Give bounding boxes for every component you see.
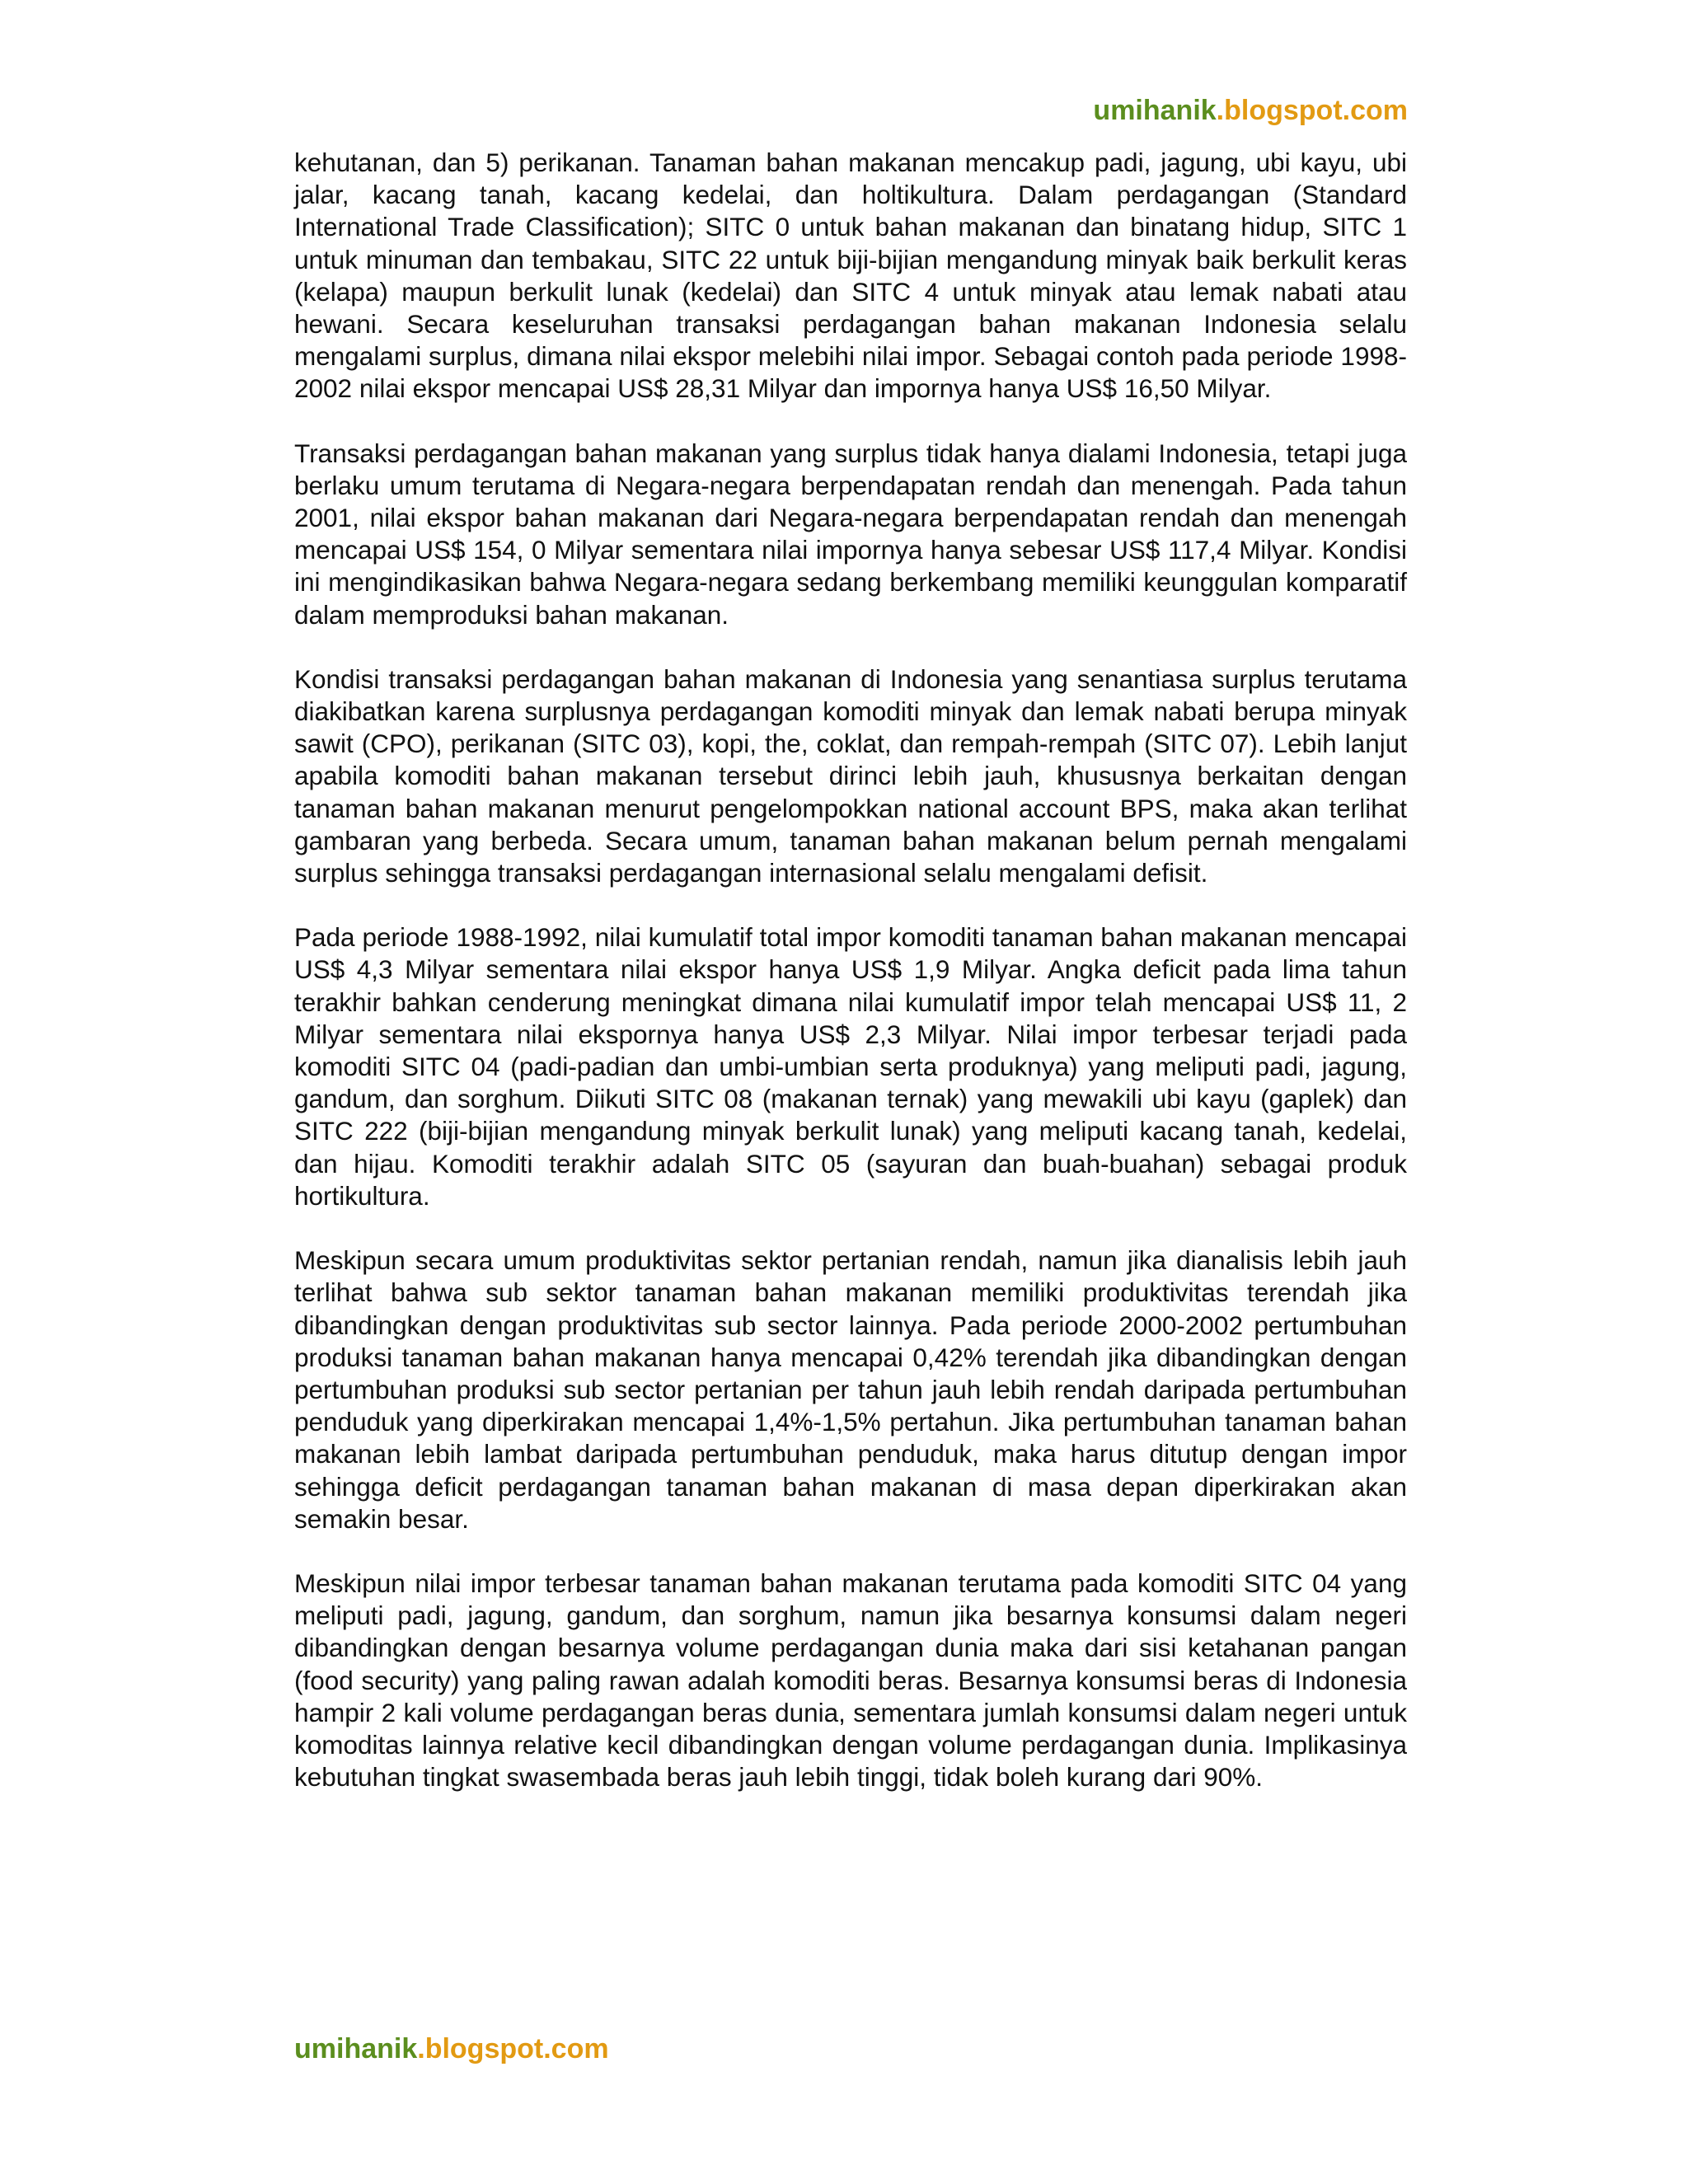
watermark-name: umihanik (294, 2033, 418, 2064)
document-body (294, 147, 1407, 1825)
paragraph-6: Meskipun nilai impor terbesar tanaman bahan makanan terutama pada komoditi SITC 04 yang meliputi padi, jagung, gandum, dan sorghum, namun jika besarnya konsumsi dalam negeri dibandingkan dengan besarnya volume perdagangan dunia maka dari sisi ketahanan pangan (food security) yang paling rawan adalah komoditi beras. Besarnya konsumsi beras di Indonesia hampir 2 kali volume perdagangan beras dunia, sementara jumlah konsumsi dalam negeri untuk komoditas lainnya relative kecil dibandingkan dengan volume perdagangan dunia. Implikasinya kebutuhan tingkat swasembada beras jauh lebih tinggi, tidak boleh kurang dari 90%. (294, 1568, 1407, 1793)
watermark-domain: .blogspot.com (417, 2033, 609, 2064)
header-watermark (1093, 94, 1408, 127)
footer-watermark (294, 2032, 609, 2065)
watermark-domain: .blogspot.com (1216, 95, 1408, 126)
paragraph-1: kehutanan, dan 5) perikanan. Tanaman bahan makanan mencakup padi, jagung, ubi kayu, ubi jalar, kacang tanah, kacang kedelai, dan holtikultura. Dalam perdagangan (Standard International Trade Classification); SITC 0 untuk bahan makanan dan binatang hidup, SITC 1 untuk minuman dan tembakau, SITC 22 untuk biji-bijian mengandung minyak baik berkulit keras (kelapa) maupun berkulit lunak (kedelai) dan SITC 4 untuk minyak atau lemak nabati atau hewani. Secara keseluruhan transaksi perdagangan bahan makanan Indonesia selalu mengalami surplus, dimana nilai ekspor melebihi nilai impor. Sebagai contoh pada periode 1998-2002 nilai ekspor mencapai US$ 28,31 Milyar dan impornya hanya US$ 16,50 Milyar. (294, 148, 1407, 404)
paragraph-2: Transaksi perdagangan bahan makanan yang surplus tidak hanya dialami Indonesia, tetapi juga berlaku umum terutama di Negara-negara berpendapatan rendah dan menengah. Pada tahun 2001, nilai ekspor bahan makanan dari Negara-negara berpendapatan rendah dan menengah mencapai US$ 154, 0 Milyar sementara nilai impornya hanya sebesar US$ 117,4 Milyar. Kondisi ini mengindikasikan bahwa Negara-negara sedang berkembang memiliki keunggulan komparatif dalam memproduksi bahan makanan. (294, 438, 1407, 630)
paragraph-3: Kondisi transaksi perdagangan bahan makanan di Indonesia yang senantiasa surplus terutama diakibatkan karena surplusnya perdagangan komoditi minyak dan lemak nabati berupa minyak sawit (CPO), perikanan (SITC 03), kopi, the, coklat, dan rempah-rempah (SITC 07). Lebih lanjut apabila komoditi bahan makanan tersebut dirinci lebih jauh, khususnya berkaitan dengan tanaman bahan makanan menurut pengelompokkan national account BPS, maka akan terlihat gambaran yang berbeda. Secara umum, tanaman bahan makanan belum pernah mengalami surplus sehingga transaksi perdagangan internasional selalu mengalami defisit. (294, 663, 1407, 888)
watermark-name: umihanik (1093, 95, 1217, 126)
paragraph-4: Pada periode 1988-1992, nilai kumulatif total impor komoditi tanaman bahan makanan mencapai US$ 4,3 Milyar sementara nilai ekspor hanya US$ 1,9 Milyar. Angka deficit pada lima tahun terakhir bahkan cenderung meningkat dimana nilai kumulatif impor telah mencapai US$ 11, 2 Milyar sementara nilai ekspornya hanya US$ 2,3 Milyar. Nilai impor terbesar terjadi pada komoditi SITC 04 (padi-padian dan umbi-umbian serta produknya) yang meliputi padi, jagung, gandum, dan sorghum. Diikuti SITC 08 (makanan ternak) yang mewakili ubi kayu (gaplek) dan SITC 222 (biji-bijian mengandung minyak berkulit lunak) yang meliputi kacang tanah, kedelai, dan hijau. Komoditi terakhir adalah SITC 05 (sayuran dan buah-buahan) sebagai produk hortikultura. (294, 922, 1407, 1211)
paragraph-5: Meskipun secara umum produktivitas sektor pertanian rendah, namun jika dianalisis lebih jauh terlihat bahwa sub sektor tanaman bahan makanan memiliki produktivitas terendah jika dibandingkan dengan produktivitas sub sector lainnya. Pada periode 2000-2002 pertumbuhan produksi tanaman bahan makanan hanya mencapai 0,42% terendah jika dibandingkan dengan pertumbuhan produksi sub sector pertanian per tahun jauh lebih rendah daripada pertumbuhan penduduk yang diperkirakan mencapai 1,4%-1,5% pertahun. Jika pertumbuhan tanaman bahan makanan lebih lambat daripada pertumbuhan penduduk, maka harus ditutup dengan impor sehingga deficit perdagangan tanaman bahan makanan di masa depan diperkirakan akan semakin besar. (294, 1245, 1407, 1534)
